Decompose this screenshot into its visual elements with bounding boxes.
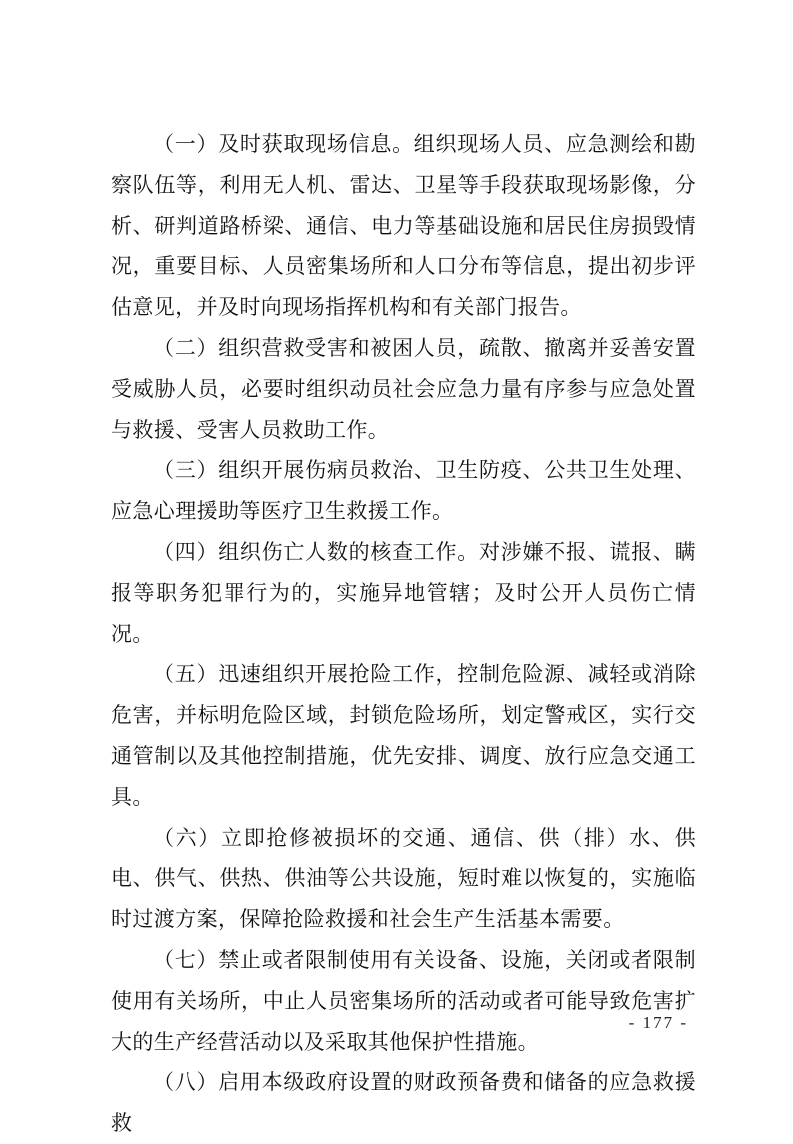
paragraph-4: （四）组织伤亡人数的核查工作。对涉嫌不报、谎报、瞒报等职务犯罪行为的，实施异地管辖；及时公开人员伤亡情况。 [111,539,696,646]
paragraph-3: （三）组织开展伤病员救治、卫生防疫、公共卫生处理、应急心理援助等医疗卫生救援工作。 [111,458,696,524]
paragraph-1: （一）及时获取现场信息。组织现场人员、应急测绘和勘察队伍等，利用无人机、雷达、卫星等手段获取现场影像，分析、研判道路桥梁、通信、电力等基础设施和居民住房损毁情况，重要目标、人员密集场所和人口分布等信息，提出初步评估意见，并及时向现场指挥机构和有关部门报告。 [111,132,696,320]
page-number: - 177 - [628,1013,688,1032]
body-text [111,124,696,1144]
paragraph-7: （七）禁止或者限制使用有关设备、设施，关闭或者限制使用有关场所，中止人员密集场所的活动或者可能导致危害扩大的生产经营活动以及采取其他保护性措施。 [111,947,696,1054]
paragraph-6: （六）立即抢修被损坏的交通、通信、供（排）水、供电、供气、供热、供油等公共设施，短时难以恢复的，实施临时过渡方案，保障抢险救援和社会生产生活基本需要。 [111,825,696,932]
paragraph-8: （八）启用本级政府设置的财政预备费和储备的应急救援救 [111,1070,696,1136]
paragraph-2: （二）组织营救受害和被困人员，疏散、撤离并妥善安置受威胁人员，必要时组织动员社会应急力量有序参与应急处置与救援、受害人员救助工作。 [111,335,696,442]
paragraph-5: （五）迅速组织开展抢险工作，控制危险源、减轻或消除危害，并标明危险区域，封锁危险场所，划定警戒区，实行交通管制以及其他控制措施，优先安排、调度、放行应急交通工具。 [111,662,696,809]
